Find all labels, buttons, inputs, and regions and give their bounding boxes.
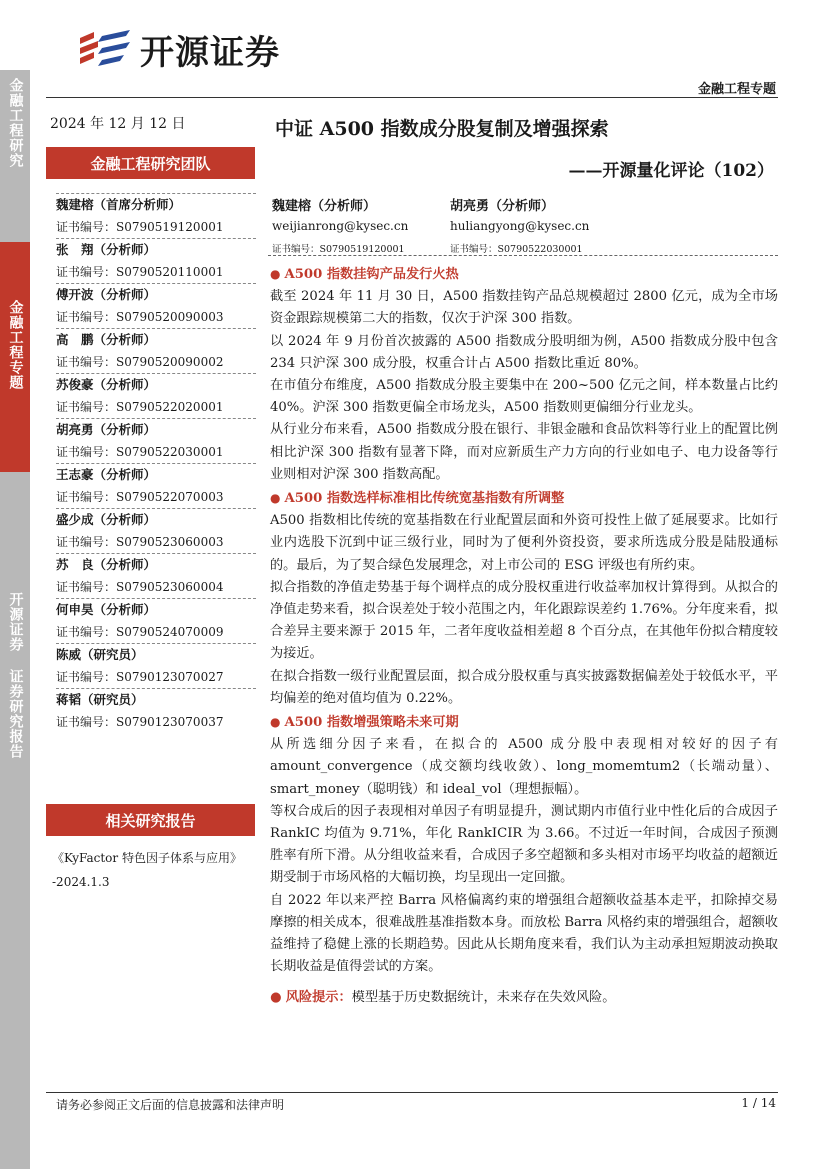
side-strip-bottom-label: 开源证券 证券研究报告	[7, 592, 24, 759]
analyst-entry	[56, 373, 256, 418]
authors-divider	[268, 255, 778, 256]
body-paragraph: 从所选细分因子来看，在拟合的 A500 成分股中表现相对较好的因子有 amount_convergence（成交额均线收敛）、long_momemtum2（长端动量）、smart_money（聪明钱）和 ideal_vol（理想振幅）。	[270, 737, 778, 797]
logo-text: 开源证券	[140, 32, 280, 73]
analyst-name: 苏俊豪（分析师）	[56, 377, 157, 392]
analyst-name: 蒋韬（研究员）	[56, 692, 144, 707]
side-strip-top	[0, 70, 30, 242]
report-subtitle: ——开源量化评论（102）	[568, 161, 774, 181]
header-divider	[46, 97, 778, 98]
side-strip-bottom	[0, 472, 30, 1169]
analyst-entry	[56, 553, 256, 598]
section-heading-text: A500 指数增强策略未来可期	[284, 715, 459, 731]
section-heading	[270, 487, 778, 510]
footer-disclaimer: 请务必参阅正文后面的信息披露和法律声明	[56, 1098, 285, 1112]
author-card	[272, 195, 408, 255]
side-strip-middle	[0, 242, 30, 472]
analyst-entry	[56, 193, 256, 238]
analyst-entry	[56, 418, 256, 463]
body-paragraph: 从行业分布来看，A500 指数成分股在银行、非银金融和食品饮料等行业上的配置比例相比沪深 300 指数有显著下降，而对应新质生产力方向的行业如电子、电力设备等行业则相对沪深 300 指数高配。	[270, 422, 778, 482]
analyst-entry	[56, 238, 256, 283]
analyst-cert: 证书编号：S0790520090003	[56, 310, 224, 324]
related-reports	[52, 846, 257, 894]
author-email[interactable]: weijianrong@kysec.cn	[272, 219, 409, 233]
author-cert: 证书编号：S0790522030001	[450, 244, 583, 255]
analyst-cert: 证书编号：S0790523060004	[56, 580, 224, 594]
analyst-cert: 证书编号：S0790523060003	[56, 535, 224, 549]
analyst-name: 傅开波（分析师）	[56, 287, 157, 302]
analyst-name: 高 鹏（分析师）	[56, 332, 157, 347]
bullet-icon: ●	[270, 989, 286, 1005]
analyst-name: 陈威（研究员）	[56, 647, 144, 662]
analyst-entry	[56, 508, 256, 553]
related-reports-heading: 相关研究报告	[46, 804, 255, 836]
analyst-cert: 证书编号：S0790522030001	[56, 445, 224, 459]
related-report-title[interactable]: 《KyFactor 特色因子体系与应用》	[52, 851, 242, 865]
related-report-date: -2024.1.3	[52, 875, 110, 889]
body-paragraph: 在市值分布维度，A500 指数成分股主要集中在 200~500 亿元之间，样本数量占比约 40%。沪深 300 指数更偏全市场龙头，A500 指数则更偏细分行业龙头。	[270, 378, 778, 416]
analyst-entry	[56, 643, 256, 688]
bullet-icon: ●	[270, 491, 281, 506]
footer-divider	[46, 1092, 778, 1093]
analyst-name: 王志豪（分析师）	[56, 467, 157, 482]
body-paragraph: 以 2024 年 9 月份首次披露的 A500 指数成分股明细为例，A500 指数成分股中包含 234 只沪深 300 成分股，权重合计占 A500 指数比重近 80%。	[270, 333, 778, 371]
analyst-cert: 证书编号：S0790123070027	[56, 670, 224, 684]
logo-mark-icon	[76, 28, 134, 70]
body-paragraph: 自 2022 年以来严控 Barra 风格偏离约束的增强组合超额收益基本走平，扣除掉交易摩擦的相关成本，很难战胜基准指数本身。而放松 Barra 风格约束的增强组合，超额收益维持了稳健上涨的长期趋势。因此从长期角度来看，我们认为主动承担短期波动换取长期收益是值得尝试的方案。	[270, 892, 778, 975]
analyst-name: 魏建榕（首席分析师）	[56, 197, 182, 212]
risk-warning	[270, 987, 778, 1009]
side-strip-top-label: 金融工程研究	[7, 78, 24, 168]
analyst-cert: 证书编号：S0790522020001	[56, 400, 224, 414]
team-heading: 金融工程研究团队	[46, 147, 255, 179]
report-date: 2024 年 12 月 12 日	[50, 116, 186, 132]
analyst-entry	[56, 328, 256, 373]
analyst-cert: 证书编号：S0790522070003	[56, 490, 224, 504]
author-email[interactable]: huliangyong@kysec.cn	[450, 219, 590, 233]
section-heading-text: A500 指数选样标准相比传统宽基指数有所调整	[284, 491, 565, 507]
company-logo	[76, 28, 280, 73]
analyst-name: 何申昊（分析师）	[56, 602, 157, 617]
bullet-icon: ●	[270, 267, 281, 281]
body-paragraph: 等权合成后的因子表现相对单因子有明显提升，测试期内市值行业中性化后的合成因子 RankIC 均值为 9.71%，年化 RankICIR 为 3.66。不过近一年时间，合成因子预测胜率有所下滑。从分组收益来看，合成因子多空超额和多头相对市场平均收益的超额近期受制于市场风格的大幅切换，均呈现出一定回撤。	[270, 803, 778, 886]
body-paragraph: A500 指数相比传统的宽基指数在行业配置层面和外资可投性上做了延展要求。比如行业内选股下沉到中证三级行业，同时为了便利外资投资，要求所选成分股是陆股通标的。最后，为了契合绿色发展理念，对上市公司的 ESG 评级也有所约束。	[270, 513, 778, 573]
analyst-cert: 证书编号：S0790520090002	[56, 355, 224, 369]
bullet-icon: ●	[270, 715, 281, 730]
analyst-name: 张 翔（分析师）	[56, 242, 157, 257]
section-heading-text: A500 指数挂钩产品发行火热	[284, 267, 459, 282]
analyst-list	[56, 193, 256, 733]
report-summary	[270, 262, 778, 1009]
analyst-entry	[56, 688, 256, 733]
page-number: 1 / 14	[741, 1096, 776, 1110]
analyst-entry	[56, 598, 256, 643]
risk-text: 模型基于历史数据统计，未来存在失效风险。	[351, 989, 616, 1005]
section-heading	[270, 263, 778, 286]
report-title: 中证 A500 指数成分股复制及增强探索	[275, 118, 609, 140]
body-paragraph: 在拟合指数一级行业配置层面，拟合成分股权重与真实披露数据偏差处于较低水平，平均偏差的绝对值均值为 0.22%。	[270, 668, 778, 706]
analyst-cert: 证书编号：S0790123070037	[56, 715, 224, 729]
body-paragraph: 截至 2024 年 11 月 30 日，A500 指数挂钩产品总规模超过 2800 亿元，成为全市场资金跟踪规模第二大的指数，仅次于沪深 300 指数。	[270, 289, 778, 327]
analyst-entry	[56, 283, 256, 328]
author-name: 胡亮勇（分析师）	[450, 199, 555, 214]
author-cert: 证书编号：S0790519120001	[272, 244, 405, 255]
side-strip-middle-label: 金融工程专题	[7, 300, 24, 390]
analyst-name: 胡亮勇（分析师）	[56, 422, 157, 437]
analyst-name: 苏 良（分析师）	[56, 557, 157, 572]
header-category-tag: 金融工程专题	[697, 82, 776, 97]
analyst-cert: 证书编号：S0790524070009	[56, 625, 224, 639]
analyst-cert: 证书编号：S0790519120001	[56, 220, 224, 234]
author-name: 魏建榕（分析师）	[272, 199, 377, 214]
analyst-entry	[56, 463, 256, 508]
section-heading	[270, 711, 778, 734]
risk-label: 风险提示：	[285, 989, 352, 1005]
body-paragraph: 拟合指数的净值走势基于每个调样点的成分股权重进行收益率加权计算得到。从拟合的净值走势来看，拟合误差处于较小范围之内，年化跟踪误差约 1.76%。分年度来看，拟合差异主要来源于 2015 年，二者年度收益相差超 8 个百分点，在其他年份拟合精度较为接近。	[270, 579, 778, 662]
analyst-cert: 证书编号：S0790520110001	[56, 265, 224, 279]
analyst-name: 盛少成（分析师）	[56, 512, 157, 527]
author-card	[450, 195, 589, 255]
